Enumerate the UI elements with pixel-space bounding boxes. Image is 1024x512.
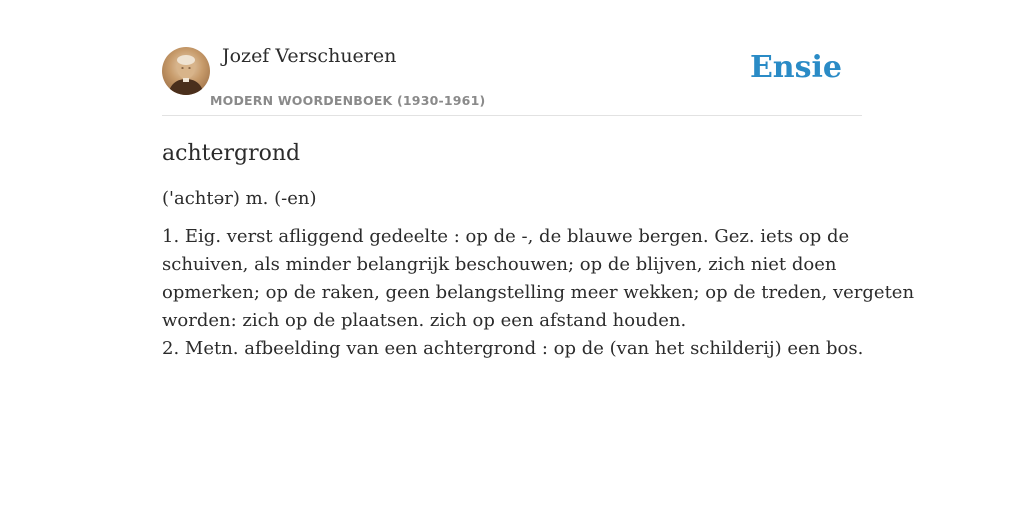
author-avatar[interactable]	[162, 47, 210, 95]
entry-card	[162, 40, 915, 363]
source-title[interactable]: MODERN WOORDENBOEK (1930-1961)	[210, 93, 486, 108]
author-name[interactable]: Jozef Verschueren	[222, 45, 397, 67]
entry-header	[162, 40, 862, 116]
headword: achtergrond	[162, 141, 301, 166]
definition-line: opmerken; op de raken, geen belangstelling meer wekken; op de treden, vergeten	[162, 282, 915, 303]
portrait-image	[162, 47, 210, 95]
ensie-logo[interactable]: Ensie	[749, 50, 842, 85]
definition-line: 2. Metn. afbeelding van een achtergrond : op de (van het schilderij) een bos.	[162, 338, 864, 359]
definition-line: worden: zich op de plaatsen. zich op een afstand houden.	[162, 310, 687, 331]
definition-line: schuiven, als minder belangrijk beschouwen; op de blijven, zich niet doen	[162, 254, 837, 275]
definition	[162, 223, 915, 363]
definition-line: 1. Eig. verst afliggend gedeelte : op de -, de blauwe bergen. Gez. iets op de	[162, 226, 850, 247]
pronunciation: ('achtər) m. (-en)	[162, 188, 317, 209]
